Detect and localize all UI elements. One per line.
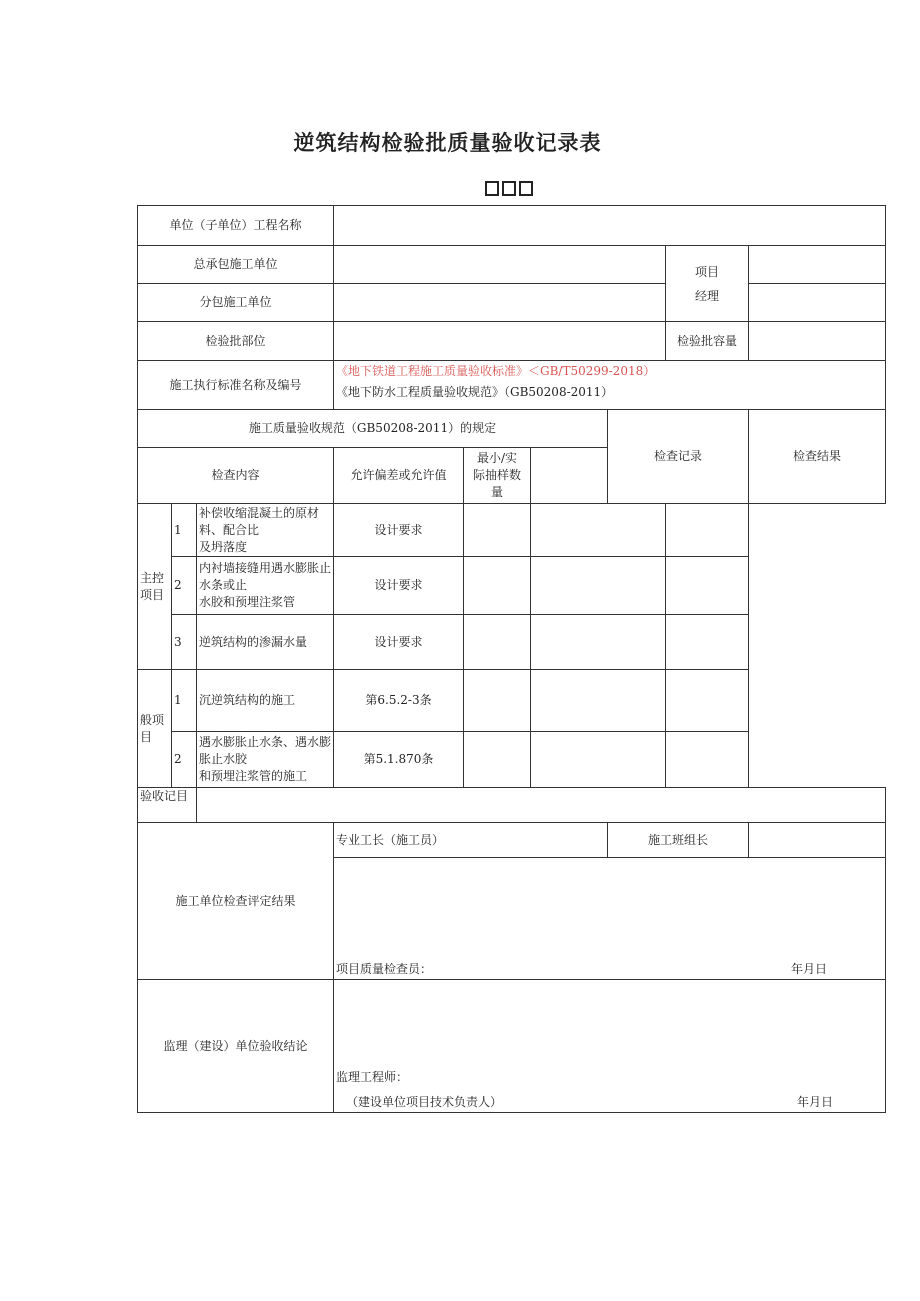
general-group-line2: 目 xyxy=(140,729,153,744)
check-record-cell[interactable] xyxy=(531,615,666,670)
eval-date-label: 年月日 xyxy=(791,962,828,976)
sampling-cell[interactable] xyxy=(464,504,531,557)
item-value: 设计要求 xyxy=(334,615,464,670)
general-items-group-label xyxy=(138,670,172,788)
batch-location-label: 检验批部位 xyxy=(138,322,334,361)
batch-capacity-label: 检验批容量 xyxy=(666,322,749,361)
pm-label-line2: 经理 xyxy=(694,288,719,303)
supervision-label: 监理（建设）单位验收结论 xyxy=(138,980,334,1113)
item-content-line2: 水胶和预埋注浆管 xyxy=(199,595,296,609)
main-group-line2: 项目 xyxy=(140,587,165,602)
item-content-line2: 和预埋注浆管的施工 xyxy=(199,769,308,783)
construction-eval-field[interactable] xyxy=(334,858,886,980)
item-number: 2 xyxy=(172,732,197,788)
project-name-label: 单位（子单位）工程名称 xyxy=(138,206,334,246)
sampling-line-3: 量 xyxy=(490,485,503,499)
item-content xyxy=(197,732,334,788)
team-leader-field[interactable] xyxy=(749,823,886,858)
check-record-cell[interactable] xyxy=(531,504,666,557)
item-content-line1: 内衬墙接缝用遇水膨胀止水条或止 xyxy=(199,561,332,592)
table-row xyxy=(138,670,886,732)
check-result-header: 检查结果 xyxy=(749,410,886,504)
supervision-field[interactable] xyxy=(334,980,886,1113)
placeholder-boxes xyxy=(485,181,533,196)
empty-box xyxy=(519,181,533,196)
check-record-header: 检查记录 xyxy=(608,410,749,504)
project-name-field[interactable] xyxy=(334,206,886,246)
batch-capacity-field[interactable] xyxy=(749,322,886,361)
check-record-cell[interactable] xyxy=(531,732,666,788)
pm-label-line1: 项目 xyxy=(694,264,719,279)
check-result-cell[interactable] xyxy=(666,670,749,732)
check-record-cell[interactable] xyxy=(531,670,666,732)
item-number: 3 xyxy=(172,615,197,670)
item-content xyxy=(197,504,334,557)
sampling-cell[interactable] xyxy=(464,557,531,615)
item-value: 设计要求 xyxy=(334,504,464,557)
inspector-label: 项目质量检查员： xyxy=(336,962,433,976)
engineer-label: 监理工程师： xyxy=(336,1070,409,1084)
general-contractor-label: 总承包施工单位 xyxy=(138,246,334,284)
general-group-line1: 般项 xyxy=(140,712,165,727)
project-manager-field[interactable] xyxy=(749,246,886,284)
item-content-line1: 补偿收缩混凝土的原材料、配合比 xyxy=(199,505,320,537)
main-items-group-label xyxy=(138,504,172,670)
check-content-header: 检查内容 xyxy=(138,448,334,504)
item-content xyxy=(197,557,334,615)
sampling-cell[interactable] xyxy=(464,732,531,788)
table-row xyxy=(138,504,886,557)
item-number: 1 xyxy=(172,670,197,732)
standard-line-2: 《地下防水工程质量验收规范》（GB50208-2011） xyxy=(336,385,614,399)
allowable-header: 允许偏差或允许值 xyxy=(334,448,464,504)
project-manager-label xyxy=(666,246,749,322)
sampling-cell[interactable] xyxy=(464,615,531,670)
standard-line-1: 《地下铁道工程施工质量验收标准》＜GB/T50299-2018） xyxy=(336,364,656,378)
regulation-header: 施工质量验收规范（GB50208-2011）的规定 xyxy=(138,410,608,448)
foreman-label: 专业工长（施工员） xyxy=(334,823,608,858)
item-value: 第5.1.870条 xyxy=(334,732,464,788)
check-result-cell[interactable] xyxy=(666,615,749,670)
standard-field xyxy=(334,361,886,410)
page-title: 逆筑结构检验批质量验收记录表 xyxy=(293,131,602,155)
sampling-cell[interactable] xyxy=(464,670,531,732)
item-content-line1: 遇水膨胀止水条、遇水膨胀止水胶 xyxy=(199,735,332,766)
item-content-line1: 沉逆筑结构的施工 xyxy=(199,693,296,707)
item-content xyxy=(197,615,334,670)
table-row xyxy=(138,557,886,615)
check-record-cell[interactable] xyxy=(531,557,666,615)
check-result-cell[interactable] xyxy=(666,504,749,557)
general-contractor-field[interactable] xyxy=(334,246,666,284)
inspection-record-table xyxy=(137,205,886,1113)
acceptance-record-label: 验收记目 xyxy=(138,788,197,823)
table-row xyxy=(138,615,886,670)
item-number: 2 xyxy=(172,557,197,615)
main-group-line1: 主控 xyxy=(140,570,165,585)
tech-lead-label: （建设单位项目技术负责人） xyxy=(346,1095,503,1109)
item-value: 第6.5.2-3条 xyxy=(334,670,464,732)
item-number: 1 xyxy=(172,504,197,557)
subcontractor-manager-field[interactable] xyxy=(749,284,886,322)
item-content-line2: 及坍落度 xyxy=(199,539,248,554)
empty-box xyxy=(502,181,516,196)
standard-label: 施工执行标准名称及编号 xyxy=(138,361,334,410)
empty-box xyxy=(485,181,499,196)
item-value: 设计要求 xyxy=(334,557,464,615)
supervision-date-label: 年月日 xyxy=(797,1095,834,1109)
item-content-line1: 逆筑结构的渗漏水量 xyxy=(199,634,308,649)
subcontractor-label: 分包施工单位 xyxy=(138,284,334,322)
check-result-cell[interactable] xyxy=(666,732,749,788)
team-leader-label: 施工班组长 xyxy=(608,823,749,858)
sampling-line-1: 最小/实 xyxy=(476,451,518,465)
construction-eval-label: 施工单位检查评定结果 xyxy=(138,823,334,980)
acceptance-record-field[interactable] xyxy=(197,788,886,823)
batch-location-field[interactable] xyxy=(334,322,666,361)
table-row xyxy=(138,732,886,788)
sampling-line-2: 际抽样数 xyxy=(472,468,521,482)
subcontractor-field[interactable] xyxy=(334,284,666,322)
check-result-cell[interactable] xyxy=(666,557,749,615)
sampling-header xyxy=(464,448,531,504)
item-content xyxy=(197,670,334,732)
